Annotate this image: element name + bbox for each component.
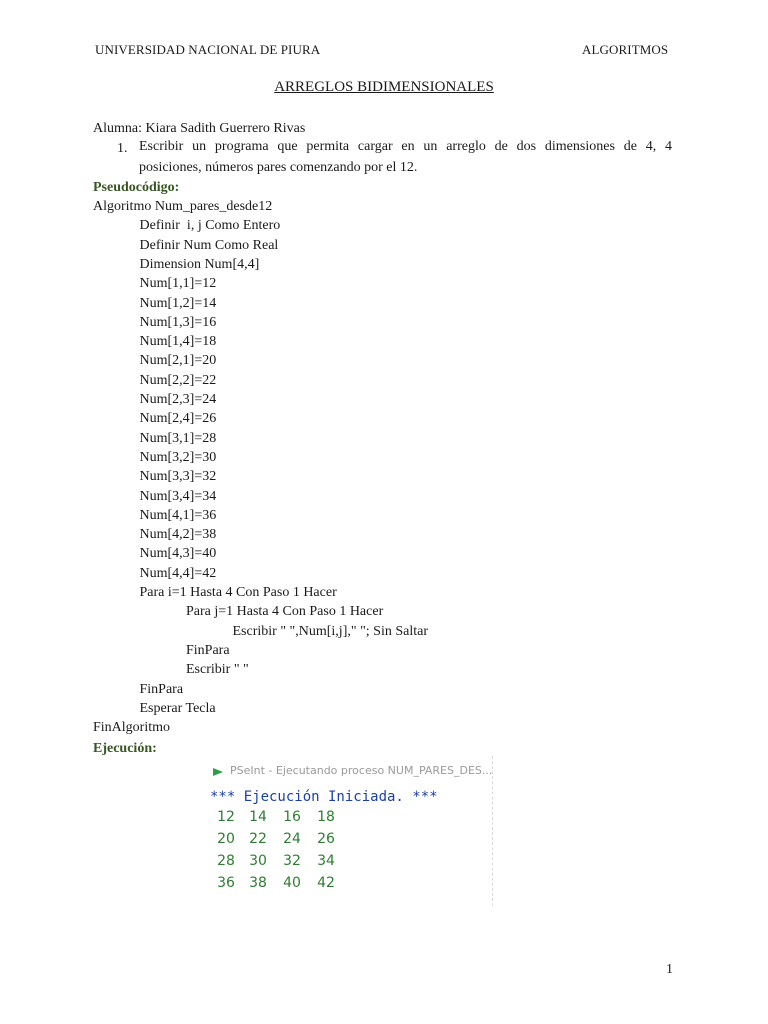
header-university: UNIVERSIDAD NACIONAL DE PIURA [95, 42, 321, 57]
console-output-value: 38 [249, 875, 267, 891]
code-line: Esperar Tecla [139, 700, 216, 716]
code-line: Num[3,1]=28 [139, 430, 217, 446]
code-line: Num[3,4]=34 [139, 488, 217, 504]
console-output-value: 32 [283, 853, 301, 869]
code-line: Para j=1 Hasta 4 Con Paso 1 Hacer [186, 604, 384, 620]
console-output-value: 16 [283, 809, 301, 825]
code-line: Dimension Num[4,4] [139, 256, 260, 272]
code-line: Num[4,1]=36 [139, 507, 217, 523]
console-title-bar [216, 764, 492, 777]
code-line: Para i=1 Hasta 4 Con Paso 1 Hacer [139, 585, 337, 600]
exercise-statement-line-1: Escribir un programa que permita cargar en un arreglo de dos dimensiones de 4, 4 [139, 139, 672, 154]
document-title: ARREGLOS BIDIMENSIONALES [274, 79, 494, 95]
code-line: Num[2,1]=20 [139, 353, 217, 369]
code-line: Definir i, j Como Entero [139, 218, 281, 234]
console-output-value: 26 [317, 831, 335, 847]
code-line: Num[2,2]=22 [139, 372, 217, 388]
console-output-value: 18 [317, 809, 335, 825]
code-line: Num[4,3]=40 [139, 546, 217, 562]
pseudocode-heading: Pseudocódigo: [93, 180, 180, 195]
code-line: Num[1,4]=18 [139, 334, 217, 350]
code-line: Num[2,3]=24 [139, 392, 217, 407]
console-output-value: 42 [317, 875, 335, 891]
console-output-value: 12 [217, 809, 235, 825]
code-line: Escribir " ",Num[i,j]," "; Sin Saltar [232, 623, 429, 639]
console-start-message: *** Ejecución Iniciada. *** [210, 789, 438, 805]
console-output-value: 34 [317, 853, 335, 869]
console-output-value: 20 [217, 831, 235, 847]
code-line: Num[4,4]=42 [139, 565, 217, 581]
console-window [206, 756, 493, 906]
code-line: Definir Num Como Real [139, 237, 279, 253]
console-output-value: 22 [249, 831, 267, 847]
code-line: Escribir " " [186, 662, 249, 678]
code-line: Num[1,2]=14 [139, 295, 217, 311]
code-line: Num[1,3]=16 [139, 314, 217, 330]
code-line: Algoritmo Num_pares_desde12 [93, 199, 273, 214]
console-output-value: 24 [283, 831, 301, 847]
pseint-logo-icon [212, 766, 224, 778]
console-output-value: 30 [249, 853, 267, 869]
exercise-statement-line-2: posiciones, números pares comenzando por el 12. [139, 160, 418, 175]
console-output-value: 14 [249, 809, 267, 825]
exercise-number: 1. [117, 141, 128, 156]
console-output-value: 36 [217, 875, 235, 891]
code-line: FinPara [139, 681, 184, 697]
code-line: Num[3,3]=32 [139, 469, 217, 485]
console-output-value: 28 [217, 853, 235, 869]
code-line: FinPara [186, 642, 230, 658]
console-output-value: 40 [283, 875, 301, 891]
page-number: 1 [666, 962, 673, 977]
code-line: Num[2,4]=26 [139, 411, 217, 427]
console-title-text: PSeInt - Ejecutando proceso NUM_PARES_DES... [230, 764, 493, 777]
student-name: Alumna: Kiara Sadith Guerrero Rivas [93, 121, 306, 136]
execution-heading: Ejecución: [93, 741, 157, 756]
code-line: Num[1,1]=12 [139, 276, 217, 292]
code-line: FinAlgoritmo [93, 720, 171, 736]
header-course: ALGORITMOS [582, 42, 669, 57]
code-line: Num[4,2]=38 [139, 527, 217, 543]
code-line: Num[3,2]=30 [139, 449, 217, 465]
